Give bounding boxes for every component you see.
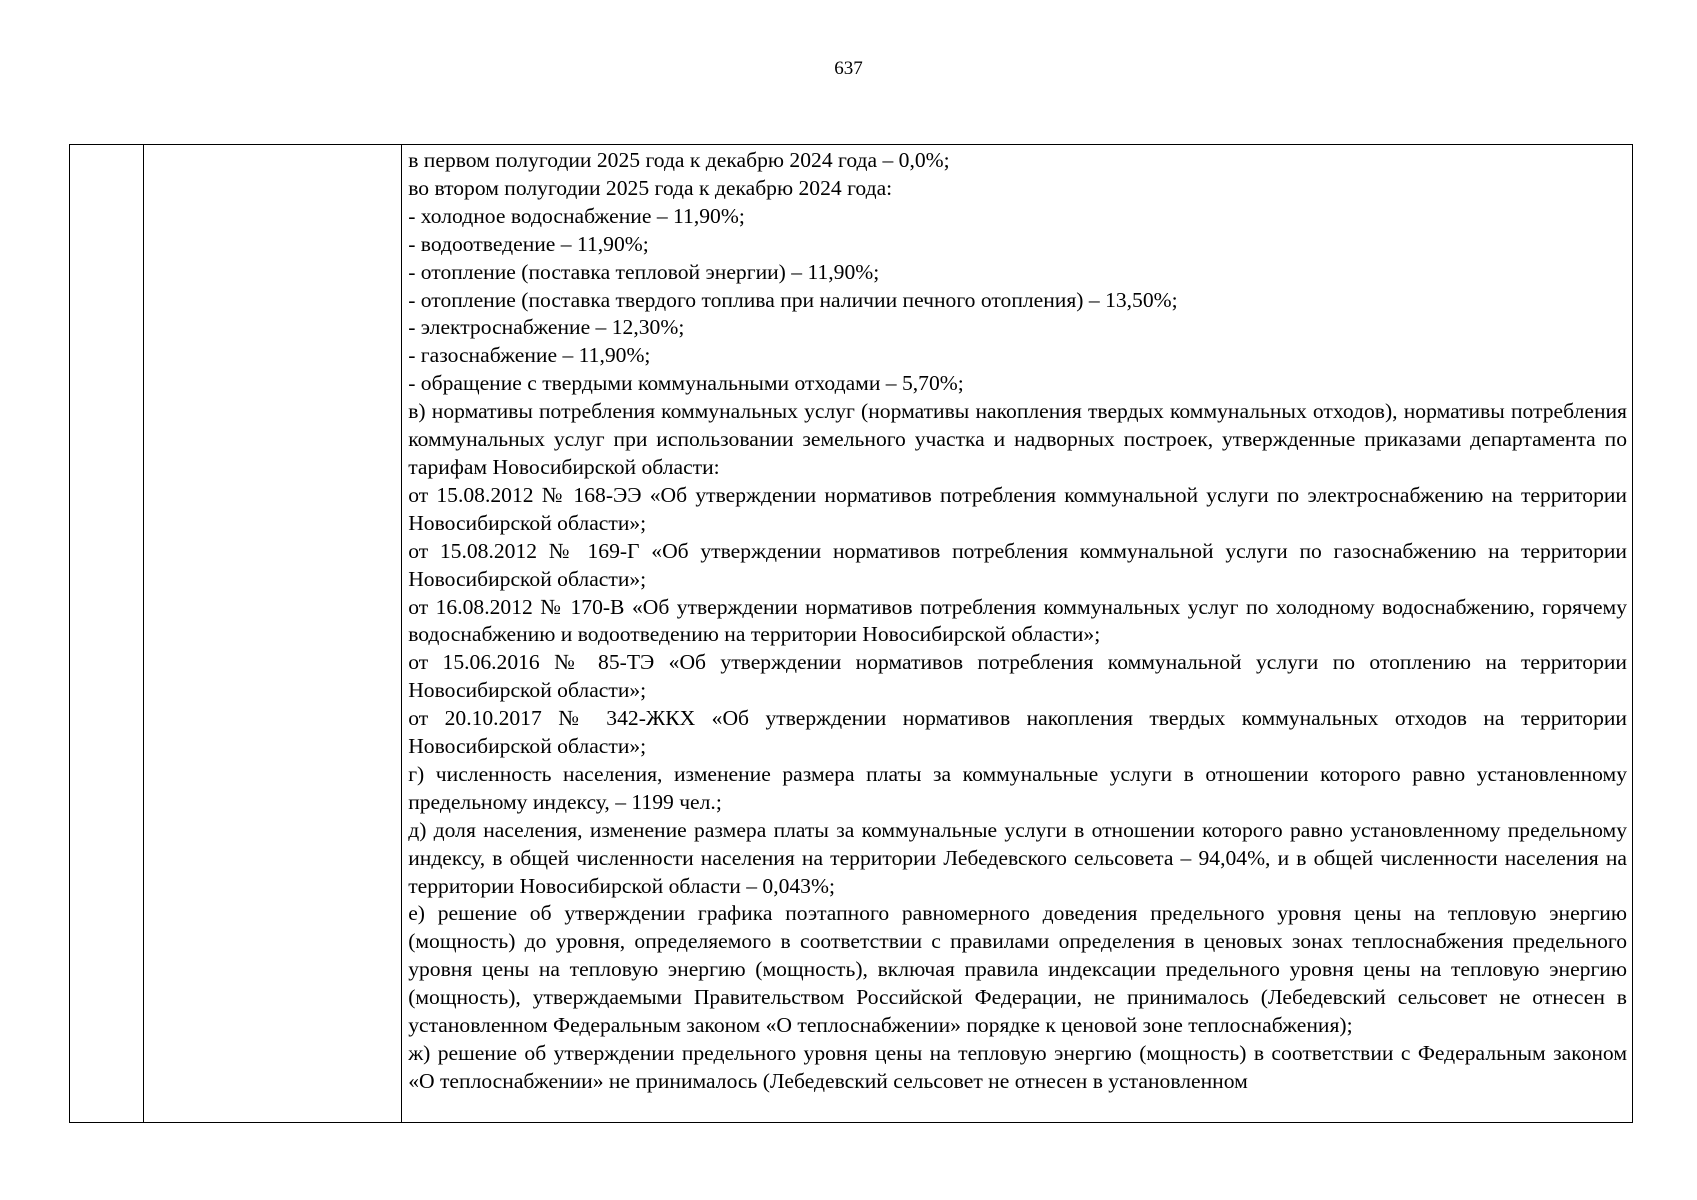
order-342-zhkh: от 20.10.2017 № 342-ЖКХ «Об утверждении нормативов накопления твердых коммунальных отходов на территории Новосибирской области»; [408, 706, 1627, 759]
text-line: в первом полугодии 2025 года к декабрю 2024 года – 0,0%; [408, 148, 950, 172]
list-item: - обращение с твердыми коммунальными отходами – 5,70%; [408, 371, 964, 396]
list-item: - холодное водоснабжение – 11,90%; [408, 203, 745, 228]
paragraph-e: е) решение об утверждении графика поэтапного равномерного доведения предельного уровня цены на тепловую энергию (мощность) до уровня, определяемого в соответствии с правилами определения в ценовых зонах теплоснабжения предельного уровня цены на тепловую энергию (мощность), включая правила индексации предельного уровня цены на тепловую энергию (мощность), утверждаемыми Правительством Российской Федерации, не принималось (Лебедевский сельсовет не отнесен в установленном Федеральным законом «О теплоснабжении» порядке к ценовой зоне теплоснабжения); [408, 901, 1627, 1038]
order-169-g: от 15.08.2012 № 169-Г «Об утверждении нормативов потребления коммунальной услуги по газоснабжению на территории Новосибирской области»; [408, 538, 1627, 591]
content-table [69, 144, 1633, 1123]
page-number: 637 [834, 58, 863, 79]
table-row [70, 145, 1633, 1123]
row-number-cell [70, 145, 144, 1123]
list-item: - электроснабжение – 12,30%; [408, 315, 685, 340]
indicator-name-cell [144, 145, 402, 1123]
indicator-value-cell [402, 145, 1633, 1123]
text-line: во втором полугодии 2025 года к декабрю 2024 года: [408, 175, 893, 200]
list-item: - водоотведение – 11,90%; [408, 231, 649, 256]
order-85-te: от 15.06.2016 № 85-ТЭ «Об утверждении нормативов потребления коммунальной услуги по отоплению на территории Новосибирской области»; [408, 650, 1627, 703]
order-170-v: от 16.08.2012 № 170-В «Об утверждении нормативов потребления коммунальных услуг по холодному водоснабжению, горячему водоснабжению и водоотведению на территории Новосибирской области»; [408, 594, 1627, 647]
paragraph-d: д) доля населения, изменение размера платы за коммунальные услуги в отношении которого равно установленному предельному индексу, в общей численности населения на территории Лебедевского сельсовета – 94,04%, и в общей численности населения на территории Новосибирской области – 0,043%; [408, 817, 1627, 898]
cell-text [402, 145, 1632, 1122]
paragraph-g: г) численность населения, изменение размера платы за коммунальные услуги в отношении которого равно установленному предельному индексу, – 1199 чел.; [408, 761, 1627, 814]
list-item: - отопление (поставка тепловой энергии) – 11,90%; [408, 259, 880, 284]
paragraph-v: в) нормативы потребления коммунальных услуг (нормативы накопления твердых коммунальных отходов), нормативы потребления коммунальных услуг при использовании земельного участка и надворных построек, утвержденные приказами департамента по тарифам Новосибирской области: [408, 399, 1627, 479]
list-item: - газоснабжение – 11,90%; [408, 343, 651, 368]
paragraph-zh: ж) решение об утверждении предельного уровня цены на тепловую энергию (мощность) в соответствии с Федеральным законом «О теплоснабжении» не принималось (Лебедевский сельсовет не отнесен в установленном [408, 1041, 1627, 1093]
list-item: - отопление (поставка твердого топлива при наличии печного отопления) – 13,50%; [408, 287, 1178, 312]
order-168-ee: от 15.08.2012 № 168-ЭЭ «Об утверждении нормативов потребления коммунальной услуги по электроснабжению на территории Новосибирской области»; [408, 482, 1627, 535]
